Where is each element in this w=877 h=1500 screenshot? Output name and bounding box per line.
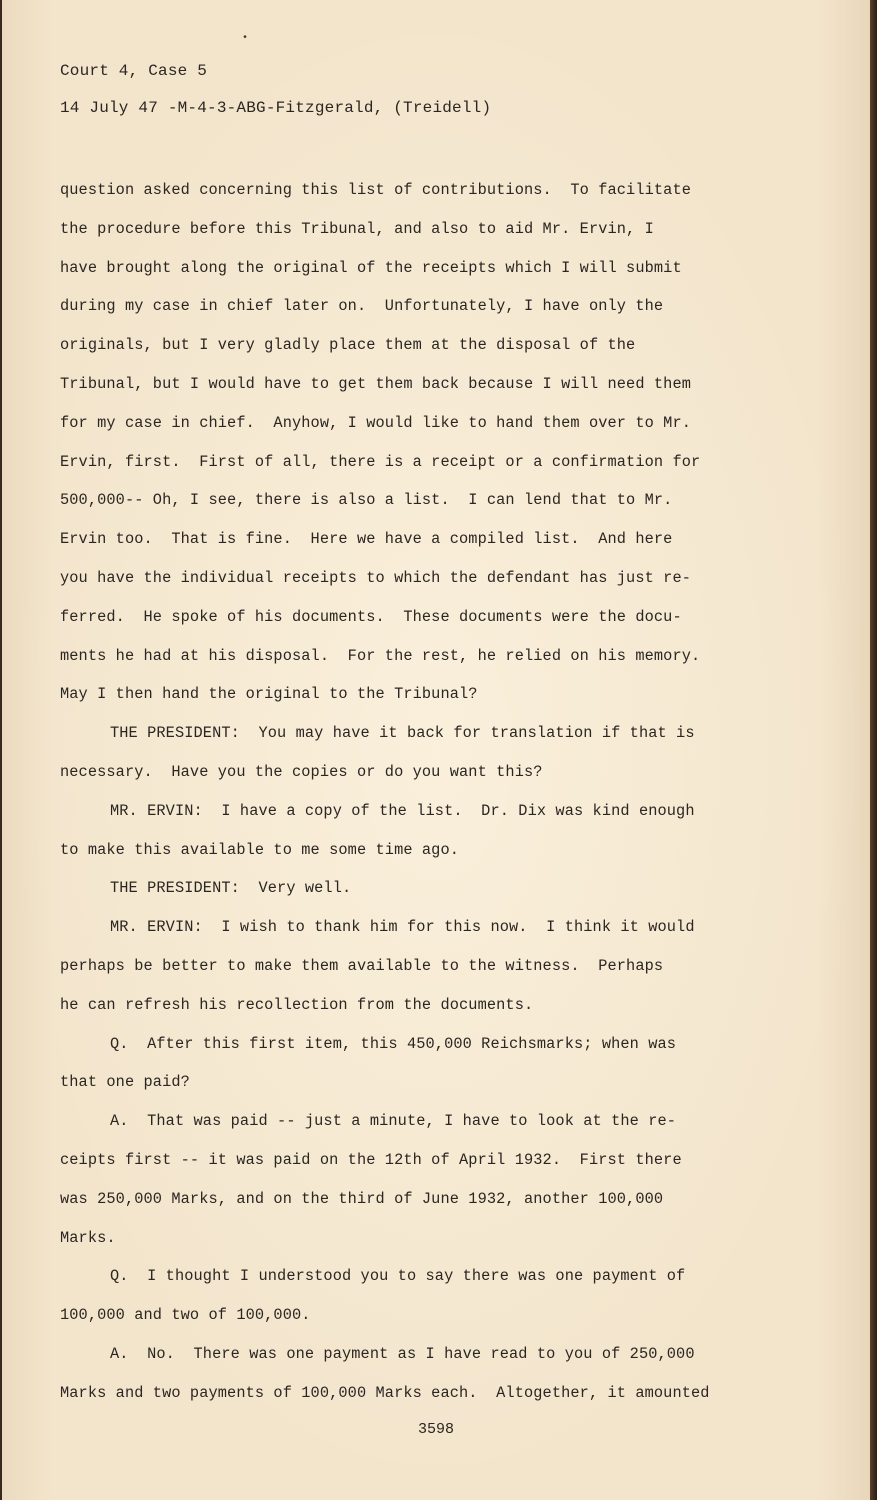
document-page [2,0,870,1500]
transcript-line: Ervin too. That is fine. Here we have a compiled list. And here [60,530,673,549]
transcript-body [60,171,750,1413]
transcript-line: A. That was paid -- just a minute, I have to look at the re- [110,1112,677,1131]
transcript-line: for my case in chief. Anyhow, I would like to hand them over to Mr. [60,413,692,432]
transcript-line: Marks. [60,1228,116,1247]
transcript-line: MR. ERVIN: I wish to thank him for this now. I think it would [110,918,695,937]
transcript-line: you have the individual receipts to which the defendant has just re- [60,568,692,587]
transcript-line: Q. After this first item, this 450,000 Reichsmarks; when was [110,1034,677,1053]
transcript-line: Q. I thought I understood you to say there was one payment of [110,1267,686,1286]
header-court-case: Court 4, Case 5 [60,62,208,80]
transcript-line: May I then hand the original to the Tribunal? [60,685,478,704]
transcript-line: during my case in chief later on. Unfortunately, I have only the [60,297,664,316]
transcript-line: have brought along the original of the receipts which I will submit [60,258,682,277]
transcript-line: THE PRESIDENT: Very well. [110,879,352,898]
transcript-line: Ervin, first. First of all, there is a receipt or a confirmation for [60,452,701,471]
transcript-line: ceipts first -- it was paid on the 12th of April 1932. First there [60,1150,682,1169]
transcript-line: was 250,000 Marks, and on the third of June 1932, another 100,000 [60,1189,664,1208]
header-date-reference: 14 July 47 -M-4-3-ABG-Fitzgerald, (Treidell) [60,99,492,117]
corner-mark: • [242,33,249,44]
transcript-line: 100,000 and two of 100,000. [60,1306,311,1325]
transcript-line: to make this available to me some time ago. [60,840,460,859]
transcript-line: Marks and two payments of 100,000 Marks each. Altogether, it amounted [60,1383,710,1402]
transcript-line: THE PRESIDENT: You may have it back for translation if that is [110,724,695,743]
transcript-line: MR. ERVIN: I have a copy of the list. Dr. Dix was kind enough [110,801,695,820]
page-number: 3598 [417,1421,454,1438]
transcript-line: he can refresh his recollection from the documents. [60,995,534,1014]
transcript-line: Tribunal, but I would have to get them back because I will need them [60,374,692,393]
transcript-line: originals, but I very gladly place them at the disposal of the [60,336,636,355]
transcript-line: ferred. He spoke of his documents. These documents were the docu- [60,607,682,626]
transcript-line: A. No. There was one payment as I have read to you of 250,000 [110,1344,695,1363]
transcript-line: that one paid? [60,1073,190,1092]
transcript-line: perhaps be better to make them available to the witness. Perhaps [60,956,664,975]
transcript-line: 500,000-- Oh, I see, there is also a list. I can lend that to Mr. [60,491,673,510]
page-edge-shadow [870,0,877,1500]
transcript-line: the procedure before this Tribunal, and also to aid Mr. Ervin, I [60,219,654,238]
transcript-line: ments he had at his disposal. For the rest, he relied on his memory. [60,646,701,665]
transcript-line: necessary. Have you the copies or do you want this? [60,762,543,781]
transcript-line: question asked concerning this list of contributions. To facilitate [60,181,692,199]
